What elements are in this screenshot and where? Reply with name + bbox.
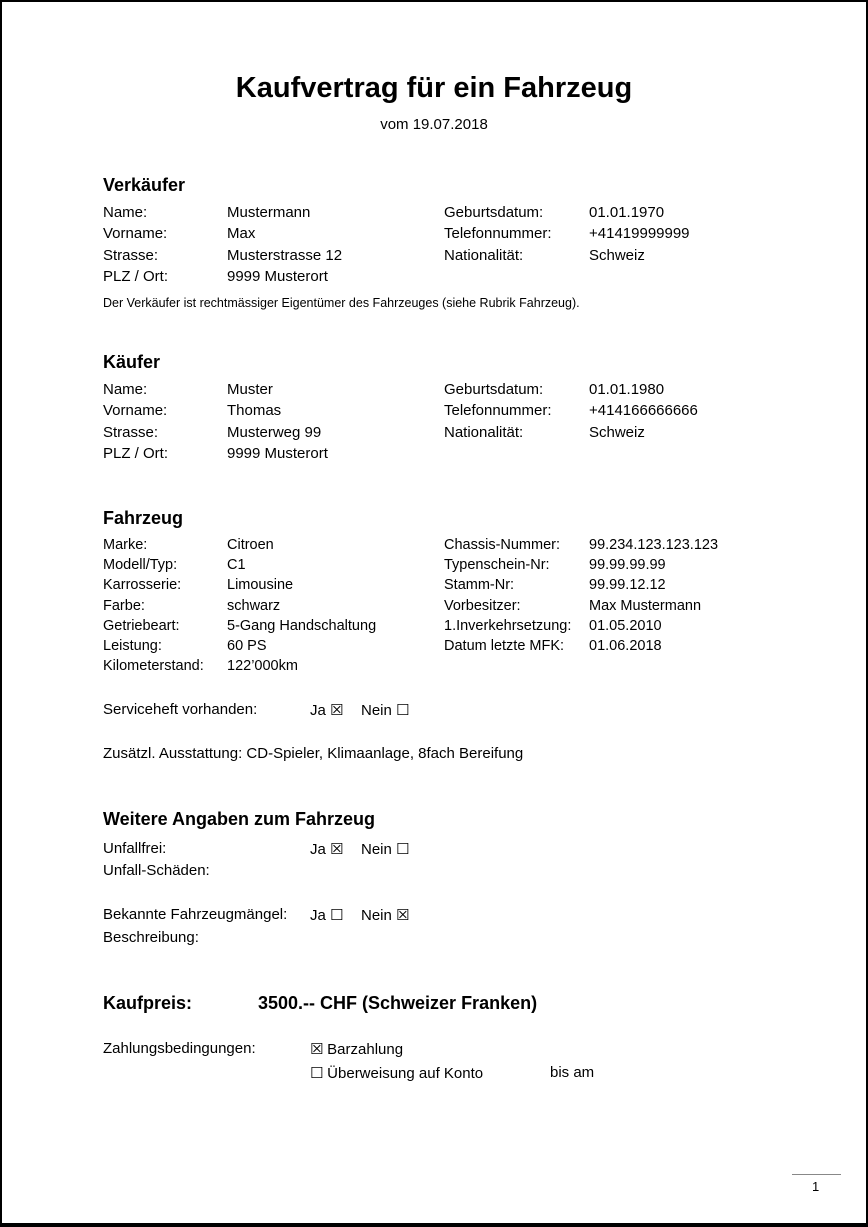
page-title: Kaufvertrag für ein Fahrzeug [235,72,633,104]
no-label: Nein [361,702,392,719]
seller-right-value: +41419999999 [589,225,690,243]
known-defects-no [361,906,409,924]
cash-payment-label: Barzahlung [327,1041,404,1058]
vehicle-right-label: Stamm-Nr: [444,577,515,594]
vehicle-right-value: 99.99.12.12 [589,577,666,594]
vehicle-right-label: Datum letzte MFK: [444,638,565,654]
vehicle-left-value: 60 PS [227,638,267,654]
buyer-right-label: Nationalität: [444,423,524,441]
checkbox-unchecked-icon: ☐ [396,702,410,719]
accident-free-yes [310,840,343,858]
buyer-left-label: Name: [103,381,148,398]
vehicle-right-value: 99.99.99.99 [589,557,666,574]
buyer-left-value: Musterweg 99 [227,423,322,441]
payment-terms-label: Zahlungsbedingungen: [103,1040,256,1057]
vehicle-left-value: 122’000km [227,658,298,675]
yes-label: Ja [310,841,326,858]
vehicle-left-label: Leistung: [103,638,162,654]
vehicle-left-value: schwarz [227,597,281,614]
buyer-left-value: 9999 Musterort [227,444,328,462]
accident-free-no [361,840,409,858]
vehicle-right-label: Chassis-Nummer: [444,537,561,553]
vehicle-right-label: 1.Inverkehrsetzung: [444,617,572,634]
defects-description-label: Beschreibung: [103,929,199,946]
buyer-right-label: Geburtsdatum: [444,381,544,398]
no-label: Nein [361,841,392,858]
further-info-heading: Weitere Angaben zum Fahrzeug [103,809,376,829]
vehicle-left-label: Getriebeart: [103,617,180,634]
seller-left-label: Vorname: [103,225,168,243]
seller-heading: Verkäufer [103,175,186,195]
seller-left-value: Musterstrasse 12 [227,246,343,264]
vehicle-heading: Fahrzeug [103,508,184,528]
seller-left-label: Strasse: [103,246,159,264]
payment-cash-option [310,1040,403,1058]
seller-left-label: PLZ / Ort: [103,267,169,285]
contract-date: vom 19.07.2018 [380,116,488,133]
yes-label: Ja [310,702,326,719]
vehicle-right-label: Vorbesitzer: [444,597,521,614]
buyer-heading: Käufer [103,352,161,372]
vehicle-right-value: 01.05.2010 [589,617,662,634]
payment-until-label: bis am [550,1064,595,1081]
purchase-price-label: Kaufpreis: [103,993,193,1013]
vehicle-right-value: Max Mustermann [589,597,702,614]
seller-right-value: Schweiz [589,246,645,264]
yes-label: Ja [310,907,326,924]
footer-divider [792,1174,841,1175]
seller-left-value: Max [227,225,256,243]
checkbox-unchecked-icon: ☐ [396,841,410,858]
known-defects-yes [310,906,343,924]
service-book-no [361,701,409,719]
vehicle-right-value: 99.234.123.123.123 [589,537,719,553]
vehicle-left-label: Farbe: [103,597,145,614]
buyer-right-value: +414166666666 [589,402,698,420]
buyer-left-label: Vorname: [103,402,168,420]
vehicle-left-value: C1 [227,557,246,574]
buyer-right-value: 01.01.1980 [589,381,665,398]
buyer-left-value: Thomas [227,402,282,420]
seller-ownership-note: Der Verkäufer ist rechtmässiger Eigentümer des Fahrzeuges (siehe Rubrik Fahrzeug). [103,296,580,310]
vehicle-left-label: Modell/Typ: [103,557,178,574]
checkbox-unchecked-icon: ☐ [310,1065,324,1082]
vehicle-left-label: Kilometerstand: [103,658,204,675]
checkbox-checked-icon: ☒ [310,1041,324,1058]
vehicle-left-value: Citroen [227,537,274,553]
seller-right-label: Geburtsdatum: [444,204,544,221]
vehicle-left-value: Limousine [227,577,294,594]
vehicle-left-value: 5-Gang Handschaltung [227,617,377,634]
vehicle-left-label: Marke: [103,537,148,553]
vehicle-left-label: Karrosserie: [103,577,182,594]
vehicle-right-label: Typenschein-Nr: [444,557,550,574]
checkbox-checked-icon: ☒ [330,702,344,719]
checkbox-checked-icon: ☒ [330,841,344,858]
seller-right-label: Nationalität: [444,246,524,264]
buyer-right-value: Schweiz [589,423,645,441]
accident-free-label: Unfallfrei: [103,840,167,857]
seller-left-label: Name: [103,204,148,221]
additional-equipment: Zusätzl. Ausstattung: CD-Spieler, Klimaanlage, 8fach Bereifung [103,745,524,762]
seller-left-value: 9999 Musterort [227,267,328,285]
accident-damage-label: Unfall-Schäden: [103,862,210,879]
seller-left-value: Mustermann [227,204,311,221]
seller-right-value: 01.01.1970 [589,204,665,221]
checkbox-unchecked-icon: ☐ [330,907,344,924]
service-book-label: Serviceheft vorhanden: [103,701,258,718]
buyer-left-label: PLZ / Ort: [103,444,169,462]
service-book-yes [310,701,343,719]
seller-right-label: Telefonnummer: [444,225,552,243]
known-defects-label: Bekannte Fahrzeugmängel: [103,906,288,923]
vehicle-right-value: 01.06.2018 [589,638,662,654]
purchase-price-value: 3500.-- CHF (Schweizer Franken) [258,993,538,1013]
bank-transfer-label: Überweisung auf Konto [327,1065,484,1082]
no-label: Nein [361,907,392,924]
page-number: 1 [812,1179,820,1194]
buyer-left-value: Muster [227,381,273,398]
buyer-left-label: Strasse: [103,423,159,441]
checkbox-checked-icon: ☒ [396,907,410,924]
buyer-right-label: Telefonnummer: [444,402,552,420]
payment-transfer-option [310,1064,483,1082]
